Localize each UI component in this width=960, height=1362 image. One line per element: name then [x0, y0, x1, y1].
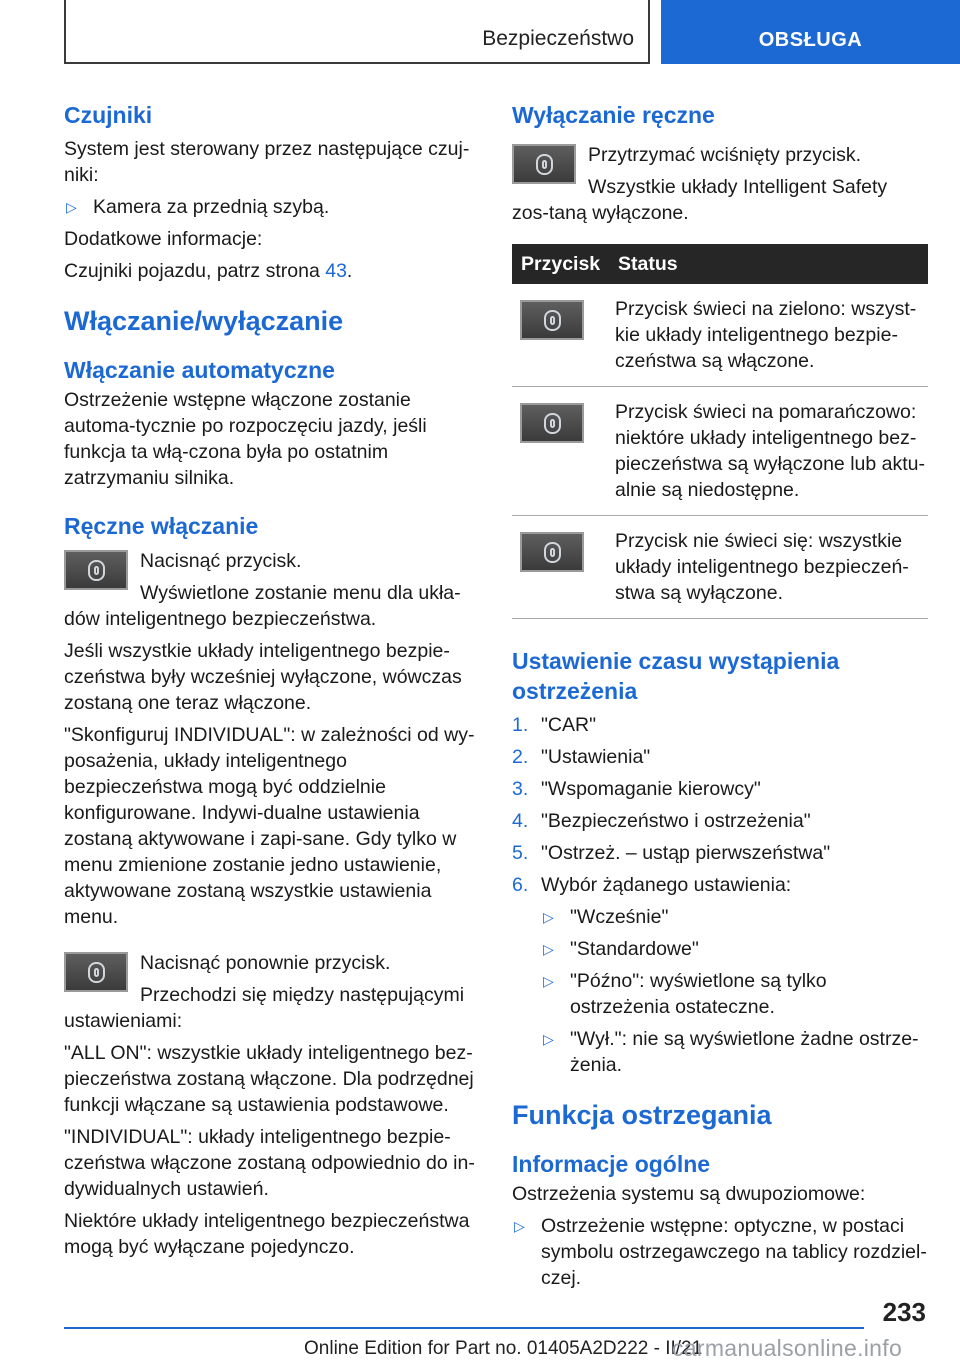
step-text: "CAR" — [541, 714, 597, 736]
triangle-right-icon: ▷ — [514, 1218, 525, 1234]
general-text: Ostrzeżenia systemu są dwupoziomowe: — [512, 1183, 866, 1205]
page-link-43[interactable]: 43 — [325, 260, 347, 282]
step-item — [512, 872, 928, 898]
general-heading: Informacje ogólne — [512, 1151, 711, 1177]
header-section-title: Bezpieczeństwo — [482, 27, 634, 50]
sensors-intro: System jest sterowany przez następujące czuj-niki: — [64, 138, 470, 186]
sensors-reference-end: . — [346, 260, 353, 282]
warn-heading: Funkcja ostrzegania — [512, 1100, 772, 1130]
sensors-reference — [64, 258, 482, 284]
table-cell-status: Przycisk świeci na pomarańczowo: niektóre układy inteligentnego bez-pieczeństwa są wyłączone lub aktu-alnie są niedostępne. — [609, 387, 928, 516]
sensors-bullet — [64, 194, 482, 220]
timing-heading: Ustawienie czasu wystąpienia ostrzeżenia — [512, 648, 840, 704]
step-text: Wybór żądanego ustawienia: — [541, 874, 792, 896]
table-cell-status: Przycisk świeci na zielono: wszyst-kie układy inteligentnego bezpie-czeństwa są włączone. — [609, 284, 928, 387]
table-row — [512, 516, 928, 619]
step-text: "Bezpieczeństwo i ostrzeżenia" — [541, 810, 811, 832]
option-item — [541, 968, 928, 1020]
left-column — [64, 100, 482, 1260]
step-number: 4. — [512, 810, 529, 832]
intelligent-safety-button-icon — [64, 952, 128, 992]
extra-info-label: Dodatkowe informacje: — [64, 228, 263, 250]
step-item — [512, 776, 928, 802]
step-item — [512, 840, 928, 866]
again-press-text: Nacisnąć ponownie przycisk. — [140, 952, 391, 974]
triangle-right-icon: ▷ — [66, 199, 77, 215]
step-number: 5. — [512, 842, 529, 864]
table-row — [512, 387, 928, 516]
page-number: 233 — [882, 1297, 926, 1327]
individual-text: "INDIVIDUAL": układy inteligentnego bezpie-czeństwa włączone zostaną odpowiednio do in-dywidualnych ustawień. — [64, 1126, 475, 1200]
right-column — [512, 100, 928, 1291]
option-item — [541, 904, 928, 930]
step-item — [512, 744, 928, 770]
manual-paragraph-3: "Skonfiguruj INDIVIDUAL": w zależności od wy-posażenia, układy inteligentnego bezpieczeństwa mogą być oddzielnie konfigurowane. Indywi-dualne ustawienia zostaną aktywowane i zapi-sane. Gdy tylko w menu zmienione zostanie jedno ustawienie, aktywowane zostaną wszystkie ustawienia menu. — [64, 724, 475, 928]
button-off-icon — [520, 532, 584, 572]
button-green-icon — [520, 300, 584, 340]
option-text: "Wcześnie" — [570, 906, 669, 928]
manual-press-row — [64, 548, 482, 632]
table-row — [512, 284, 928, 387]
intelligent-safety-button-icon — [64, 550, 128, 590]
triangle-right-icon: ▷ — [543, 973, 554, 989]
step-text: "Ostrzeż. – ustąp pierwszeństwa" — [541, 842, 831, 864]
triangle-right-icon: ▷ — [543, 1031, 554, 1047]
again-cycle-text: Przechodzi się między następującymi ustawieniami: — [64, 984, 465, 1032]
option-text: "Wył.": nie są wyświetlone żadne ostrze-żenia. — [570, 1028, 919, 1076]
edition-text: Online Edition for Part no. 01405A2D222 - II/21 — [304, 1338, 703, 1359]
step-number: 2. — [512, 746, 529, 768]
option-text: "Późno": wyświetlone są tylko ostrzeżenia ostateczne. — [570, 970, 827, 1018]
step-text: "Wspomaganie kierowcy" — [541, 778, 761, 800]
manual-paragraph-2: Jeśli wszystkie układy inteligentnego bezpie-czeństwa były wcześniej wyłączone, wówczas zostaną one teraz włączone. — [64, 640, 462, 714]
button-status-table — [512, 244, 928, 619]
again-press-row — [64, 950, 482, 1034]
table-header-button: Przycisk — [512, 244, 609, 284]
auto-text: Ostrzeżenie wstępne włączone zostanie automa-tycznie po rozpoczęciu jazdy, jeśli funkcja ta włą-czona była po ostatnim zatrzymaniu silnika. — [64, 389, 427, 489]
hold-text: Przytrzymać wciśnięty przycisk. — [588, 144, 862, 166]
step-number: 6. — [512, 874, 529, 896]
header-chapter-tab — [661, 0, 960, 64]
option-item — [541, 936, 928, 962]
option-text: "Standardowe" — [570, 938, 699, 960]
sensors-bullet-text: Kamera za przednią szybą. — [93, 196, 330, 218]
step-item — [512, 712, 928, 738]
hold-row — [512, 142, 928, 226]
single-text: Niektóre układy inteligentnego bezpieczeństwa mogą być wyłączane pojedynczo. — [64, 1210, 470, 1258]
auto-heading: Włączanie automatyczne — [64, 357, 335, 383]
table-header-row — [512, 244, 928, 284]
table-cell-icon — [512, 284, 609, 387]
general-bullet-text: Ostrzeżenie wstępne: optyczne, w postaci symbolu ostrzegawczego na tablicy rozdziel-czej. — [541, 1215, 927, 1289]
table-cell-icon — [512, 516, 609, 619]
step-number: 3. — [512, 778, 529, 800]
all-on-text: "ALL ON": wszystkie układy inteligentnego bez-pieczeństwa zostaną włączone. Dla podrzędnej funkcji włączane są ustawienia podstawowe. — [64, 1042, 474, 1116]
step-number: 1. — [512, 714, 529, 736]
manual-menu-text: Wyświetlone zostanie menu dla ukła-dów inteligentnego bezpieczeństwa. — [64, 582, 461, 630]
hold-result-text: Wszystkie układy Intelligent Safety zos-taną wyłączone. — [512, 176, 888, 224]
table-header-status: Status — [609, 244, 928, 284]
header-section-frame — [64, 0, 650, 64]
manual-heading: Ręczne włączanie — [64, 513, 259, 539]
manual-press-text: Nacisnąć przycisk. — [140, 550, 302, 572]
table-cell-icon — [512, 387, 609, 516]
onoff-heading: Włączanie/wyłączanie — [64, 306, 344, 336]
step-item — [512, 808, 928, 834]
general-bullet — [512, 1213, 928, 1291]
triangle-right-icon: ▷ — [543, 909, 554, 925]
step-text: "Ustawienia" — [541, 746, 651, 768]
sensors-reference-text: Czujniki pojazdu, patrz strona — [64, 260, 326, 282]
intelligent-safety-button-icon — [512, 144, 576, 184]
button-orange-icon — [520, 403, 584, 443]
triangle-right-icon: ▷ — [543, 941, 554, 957]
header-chapter-title: OBSŁUGA — [758, 29, 863, 51]
table-cell-status: Przycisk nie świeci się: wszystkie układy inteligentnego bezpieczeń-stwa są wyłączone. — [609, 516, 928, 619]
watermark: carmanualsonline.info — [672, 1335, 903, 1361]
footer-rule — [64, 1327, 864, 1329]
manual-off-heading: Wyłączanie ręczne — [512, 102, 715, 128]
sensors-heading: Czujniki — [64, 102, 153, 128]
option-item — [541, 1026, 928, 1078]
